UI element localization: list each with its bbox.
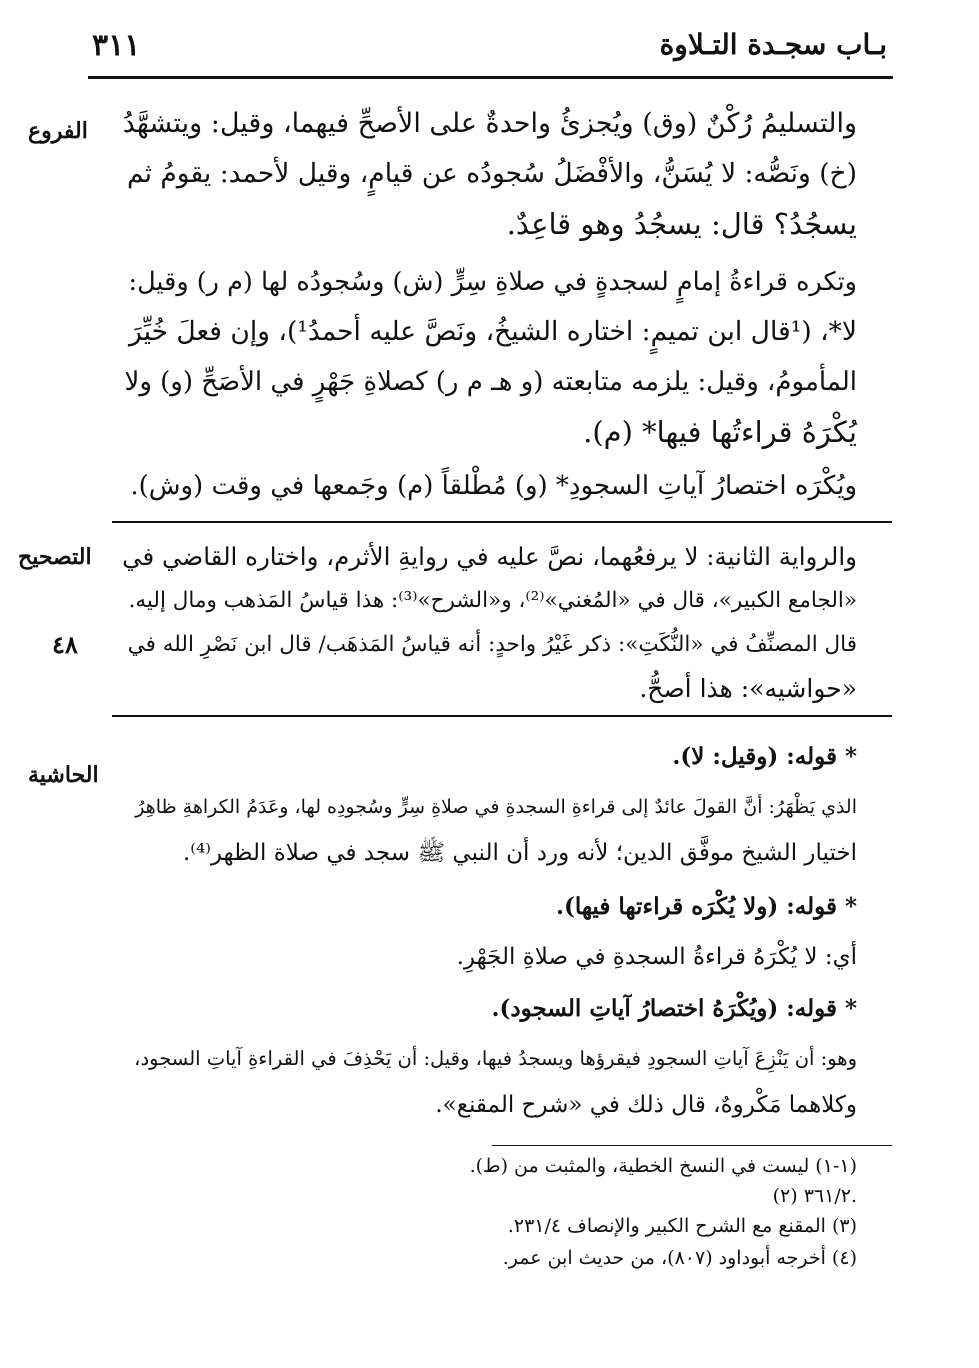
- main-line-7: يُكْرَهُ قراءتُها فيها* (م).: [583, 415, 857, 449]
- hashiya-line-3-2: وكلاهما مَكْروهٌ، قال ذلك في «شرح المقنع».: [435, 1092, 857, 1118]
- footnote-2: (٢) ٣٦١/٢.: [772, 1185, 857, 1207]
- footnote-rule: [492, 1145, 892, 1146]
- label-tashih: التصحيح: [18, 544, 92, 570]
- main-line-1: والتسليمُ رُكْنٌ (وق) ويُجزئُ واحدةٌ على الأصحِّ فيهما، وقيل: ويتشهَّدُ: [122, 108, 857, 139]
- main-line-8: ويُكْرَه اختصارُ آياتِ السجودِ* (و) مُطْلقاً (م) وجَمعها في وقت (وش).: [130, 471, 857, 501]
- footnote-1: (١-١) ليست في النسخ الخطية، والمثبت من (ط).: [469, 1155, 857, 1177]
- main-line-2: (خ) ونَصُّه: لا يُسَنُّ، والأفْضَلُ سُجودُه عن قيامٍ، وقيل لأحمد: يقومُ ثم: [126, 158, 857, 189]
- header-rule: [88, 76, 893, 79]
- label-hashiya: الحاشية: [28, 762, 99, 788]
- hashiya-heading-2: * قوله: (ولا يُكْرَه قراءتها فيها).: [555, 893, 857, 920]
- tashih-line-1: والرواية الثانية: لا يرفعُهما، نصَّ عليه في روايةِ الأثرم، واختاره القاضي في: [122, 542, 857, 571]
- footnote-4: (٤) أخرجه أبوداود (٨٠٧)، من حديث ابن عمر.: [502, 1247, 857, 1269]
- main-line-4: وتكره قراءةُ إمامٍ لسجدةٍ في صلاةِ سِرٍّ (ش) وسُجودُه لها (م ر) وقيل:: [128, 267, 857, 297]
- main-line-6: المأمومُ، وقيل: يلزمه متابعته (و هـ م ر) كصلاةِ جَهْرٍ في الأصَحِّ (و) ولا: [124, 367, 857, 397]
- label-tashih-number: ٤٨: [52, 630, 78, 659]
- main-line-5: لا*، (¹قال ابن تميمٍ: اختاره الشيخُ، ونَصَّ عليه أحمدُ¹)، وإن فعلَ خُيِّرَ: [128, 316, 857, 347]
- section-rule-tashih: [112, 715, 892, 717]
- tashih-line-2: «الجامع الكبير»، قال في «المُغني»⁽²⁾، و«الشرح»⁽³⁾: هذا قياسُ المَذهب ومال إليه.: [128, 588, 857, 613]
- main-line-3: يسجُدُ؟ قال: يسجُدُ وهو قاعِدٌ.: [506, 207, 857, 241]
- hashiya-line-3-1: وهو: أن يَنْزِعَ آياتِ السجودِ فيقرؤها ويسجدُ فيها، وقيل: أن يَحْذِفَ في القراءةِ آياتِ السجود،: [134, 1047, 857, 1070]
- section-rule-main: [112, 521, 892, 523]
- label-furu: الفروع: [28, 118, 88, 144]
- hashiya-line-1-1: الذي يَظْهَرُ: أنَّ القولَ عائدٌ إلى قراءةِ السجدةِ في صلاةِ سِرٍّ وسُجودِه لها، وعَدَمُ الكراهةِ ظاهِرُ: [135, 796, 857, 818]
- hashiya-line-2-1: أي: لا يُكْرَهُ قراءةُ السجدةِ في صلاةِ الجَهْرِ.: [456, 944, 857, 970]
- tashih-line-3: قال المصنِّفُ في «النُّكَتِ»: ذكر غَيْرُ واحدٍ: أنه قياسُ المَذهَب/ قال ابن نَصْرِ الله في: [127, 632, 857, 657]
- chapter-title: بـاب سجـدة التـلاوة: [659, 28, 887, 61]
- page-number: ٣١١: [92, 28, 141, 63]
- footnote-3: (٣) المقنع مع الشرح الكبير والإنصاف ٢٣١/٤.: [507, 1215, 857, 1237]
- hashiya-heading-3: * قوله: (ويُكْرَهُ اختصارُ آياتِ السجود).: [491, 995, 857, 1022]
- hashiya-line-1-2: اختيار الشيخ موفَّق الدين؛ لأنه ورد أن النبي ﷺ سجد في صلاة الظهر⁽⁴⁾.: [183, 840, 857, 866]
- tashih-line-4: «حواشيه»: هذا أصحُّ.: [639, 674, 857, 703]
- hashiya-heading-1: * قوله: (وقيل: لا).: [672, 743, 857, 770]
